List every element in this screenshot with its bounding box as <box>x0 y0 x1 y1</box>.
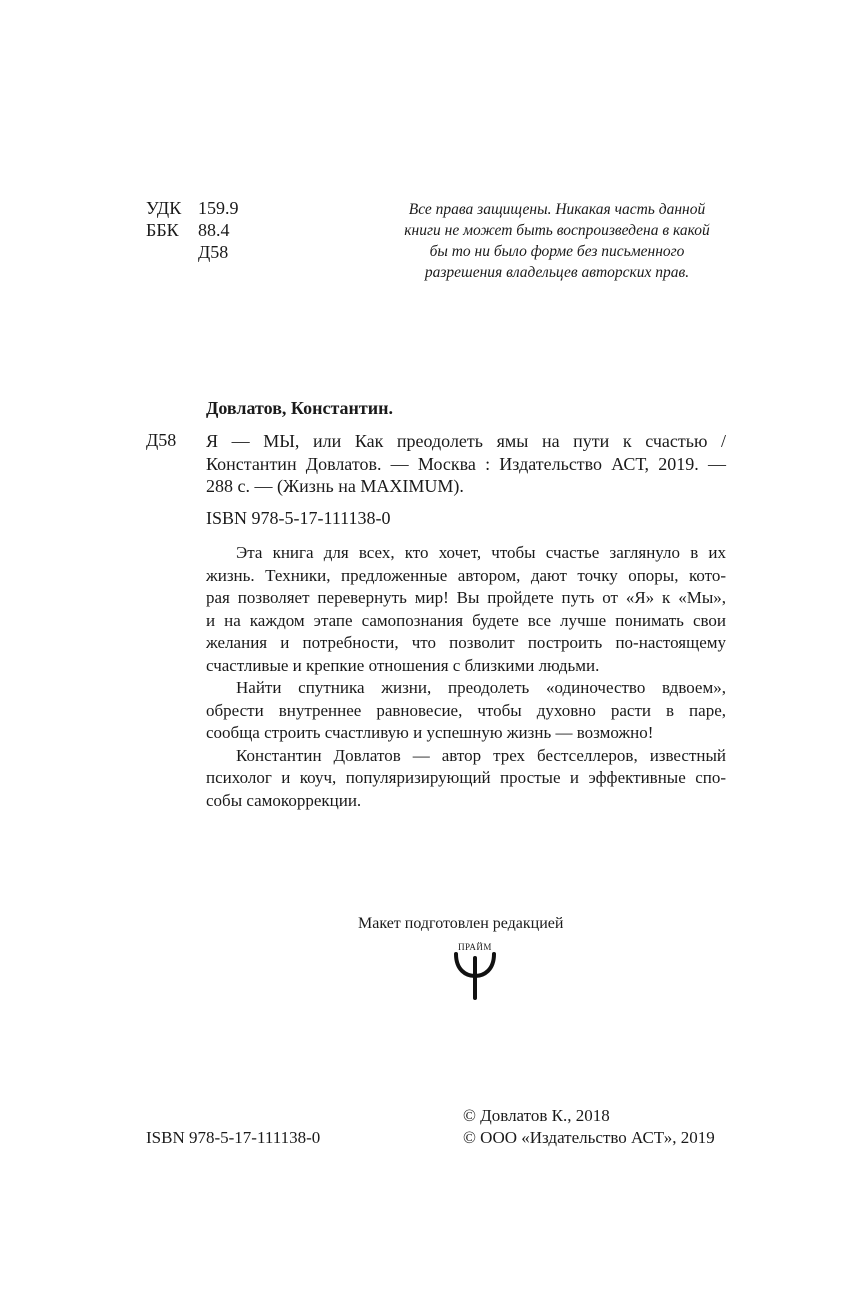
udk-row <box>146 197 239 219</box>
classification-codes <box>146 197 239 263</box>
bbk-value: 88.4 <box>198 220 230 240</box>
annotation-line: Найти спутника жизни, преодолеть «одиночество вдвоем», <box>236 678 726 697</box>
copyright-publisher: © ООО «Издательство АСТ», 2019 <box>463 1128 715 1147</box>
biblio-line: Я — МЫ, или Как преодолеть ямы на пути к счастью / <box>206 431 726 451</box>
rights-line: бы то ни было форме без письменного <box>429 243 685 260</box>
annotation-line: собы самокоррекции. <box>206 790 362 810</box>
annotation-line: обрести внутреннее равновесие, чтобы духовно расти в паре, <box>206 700 726 720</box>
rights-line: Все права защищены. Никакая часть данной <box>408 201 706 218</box>
bibliographic-record <box>206 430 726 498</box>
rights-notice <box>388 199 726 283</box>
copyright-author: © Довлатов К., 2018 <box>463 1106 610 1125</box>
isbn-footer: ISBN 978-5-17-111138-0 <box>146 1128 321 1147</box>
rights-line: разрешения владельцев авторских прав. <box>424 264 690 281</box>
udk-value: 159.9 <box>198 198 239 218</box>
biblio-line: Константин Довлатов. — Москва : Издательство АСТ, 2019. — <box>206 453 726 474</box>
bbk-row <box>146 219 239 241</box>
annotation-line: психолог и коуч, популяризирующий простые и эффективные спо- <box>206 768 726 787</box>
udk-label: УДК <box>146 198 182 218</box>
biblio-line: 288 с. — (Жизнь на MAXIMUM). <box>206 476 464 496</box>
rights-line: книги не может быть воспроизведена в какой <box>404 222 710 239</box>
annotation-line: Эта книга для всех, кто хочет, чтобы счастье заглянуло в их <box>236 543 726 562</box>
annotation-line: рая позволяет перевернуть мир! Вы пройдете путь от «Я» к «Мы», <box>206 588 726 607</box>
copyright-block <box>463 1105 715 1149</box>
author-heading: Довлатов, Константин. <box>206 398 393 418</box>
annotation-line: и на каждом этапе самопознания будете все лучше понимать свои <box>206 610 726 630</box>
annotation-line: счастливые и крепкие отношения с близкими людьми. <box>206 655 600 675</box>
isbn-record: ISBN 978-5-17-111138-0 <box>206 508 391 528</box>
annotation-line: Константин Довлатов — автор трех бестселлеров, известный <box>236 745 726 765</box>
annotation-line: жизнь. Техники, предложенные автором, дают точку опоры, кото- <box>206 565 726 585</box>
editorial-note: Макет подготовлен редакцией <box>358 915 564 932</box>
author-mark-row <box>146 241 239 263</box>
annotation <box>206 542 726 812</box>
annotation-line: сообща строить счастливую и успешную жизнь — возможно! <box>206 723 654 742</box>
author-mark: Д58 <box>198 242 229 262</box>
publisher-logo-text: ПРАЙМ <box>458 942 492 952</box>
bbk-label: ББК <box>146 220 179 240</box>
catalog-code: Д58 <box>146 430 177 450</box>
annotation-line: желания и потребности, что позволит построить по-настоящему <box>206 633 726 652</box>
publisher-psi-logo-icon <box>452 940 498 1000</box>
